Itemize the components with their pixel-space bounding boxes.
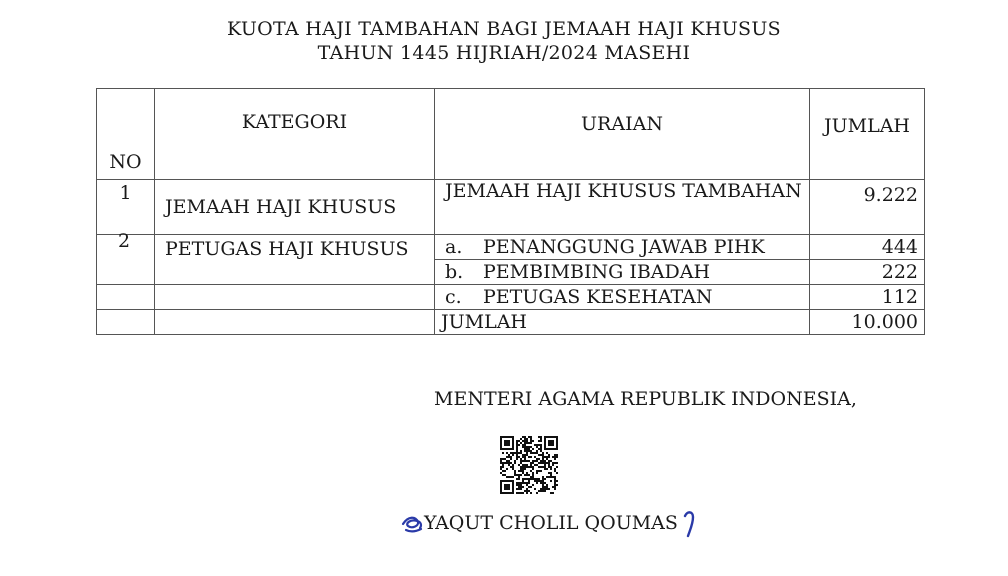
quota-table	[96, 88, 925, 335]
qr-code-icon	[500, 436, 558, 494]
item-b-jumlah: 222	[810, 260, 925, 285]
total-jumlah: 10.000	[810, 310, 925, 335]
item-c-jumlah: 112	[810, 285, 925, 310]
item-c-letter: c.	[445, 286, 462, 308]
signatory-name: YAQUT CHOLIL QOUMAS	[424, 512, 678, 534]
row2-item-c	[435, 285, 810, 310]
empty-cell	[155, 310, 435, 335]
signatory-office: MENTERI AGAMA REPUBLIK INDONESIA,	[434, 388, 857, 410]
table-row	[97, 285, 925, 310]
header-uraian: URAIAN	[435, 89, 810, 180]
item-b-label: PEMBIMBING IBADAH	[483, 261, 711, 283]
document-title: KUOTA HAJI TAMBAHAN BAGI JEMAAH HAJI KHUSUS	[227, 18, 781, 40]
empty-cell	[97, 285, 155, 310]
item-c-label: PETUGAS KESEHATAN	[483, 286, 713, 308]
total-label: JUMLAH	[435, 310, 810, 335]
row1-kategori: JEMAAH HAJI KHUSUS	[155, 180, 435, 235]
row2-item-a	[435, 235, 810, 260]
signature-flourish-icon	[682, 508, 696, 538]
header-jumlah: JUMLAH	[810, 89, 925, 180]
table-total-row	[97, 310, 925, 335]
row2-no: 2	[118, 230, 131, 252]
signature-block	[400, 508, 696, 538]
item-a-jumlah: 444	[810, 235, 925, 260]
row1-uraian: JEMAAH HAJI KHUSUS TAMBAHAN	[435, 180, 810, 235]
row2-kategori: PETUGAS HAJI KHUSUS	[155, 235, 435, 285]
signature-mark-icon	[400, 510, 424, 536]
row1-jumlah: 9.222	[810, 180, 925, 235]
empty-cell	[97, 310, 155, 335]
item-a-label: PENANGGUNG JAWAB PIHK	[483, 236, 765, 258]
table-row	[97, 180, 925, 235]
header-no: NO	[97, 89, 155, 180]
item-b-letter: b.	[445, 261, 464, 283]
table-header-row	[97, 89, 925, 180]
header-kategori: KATEGORI	[155, 89, 435, 180]
document-subtitle: TAHUN 1445 HIJRIAH/2024 MASEHI	[317, 42, 691, 64]
row2-item-b	[435, 260, 810, 285]
table-row	[97, 235, 925, 260]
row1-no: 1	[97, 180, 155, 235]
item-a-letter: a.	[445, 236, 463, 258]
empty-cell	[155, 285, 435, 310]
